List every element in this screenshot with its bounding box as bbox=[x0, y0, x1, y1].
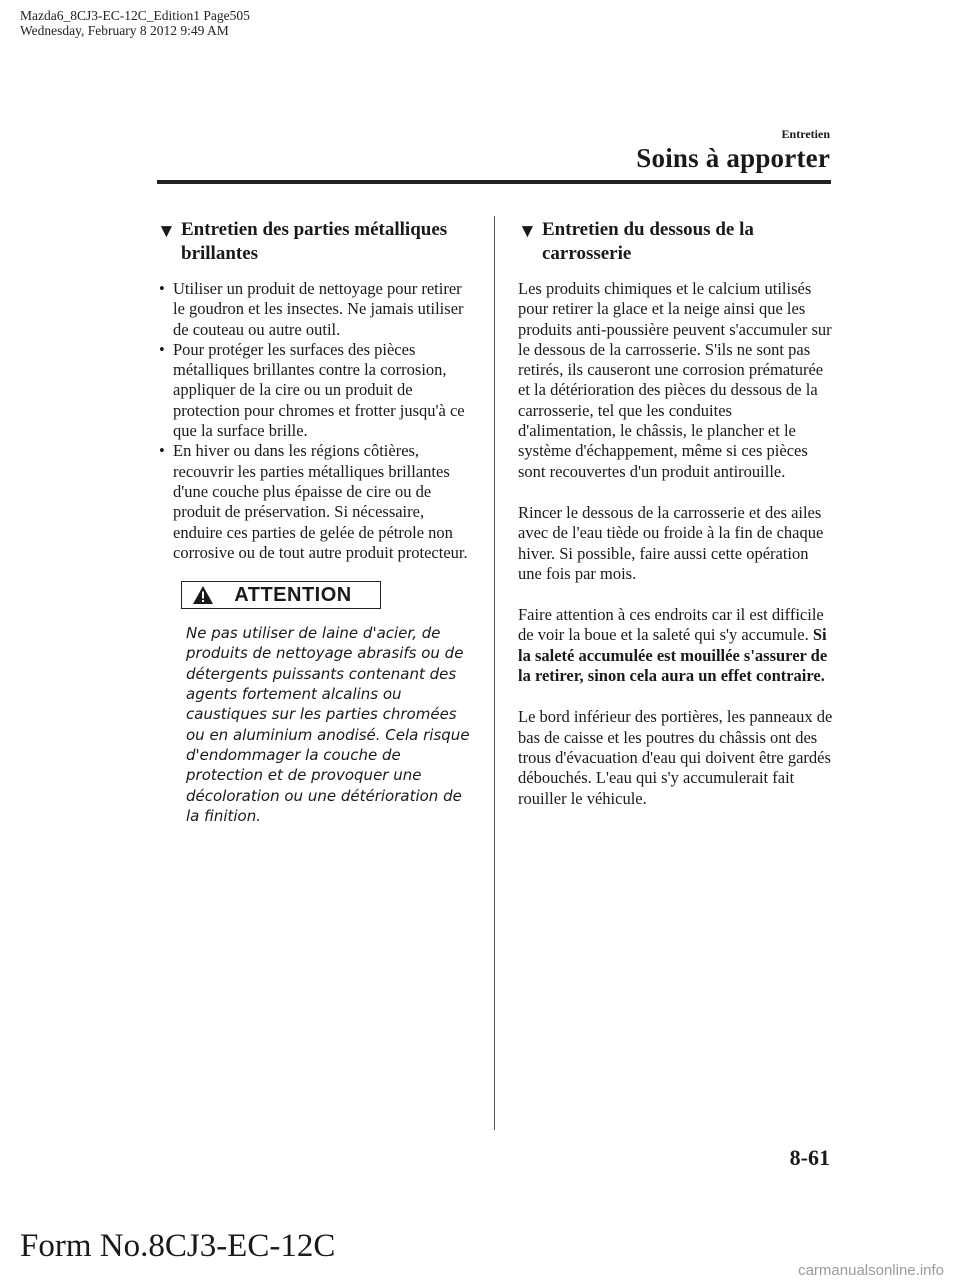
triangle-down-icon: ▼ bbox=[157, 221, 176, 242]
list-item-text: Utiliser un produit de nettoyage pour retirer le goudron et les insectes. Ne jamais utiliser de couteau ou autre outil. bbox=[173, 279, 464, 339]
right-heading-text: Entretien du dessous de la carrosserie bbox=[542, 219, 754, 264]
bullet-dot-icon: • bbox=[159, 339, 165, 359]
right-column bbox=[518, 218, 833, 830]
attention-label: ATTENTION bbox=[234, 583, 352, 606]
bullet-list bbox=[157, 279, 475, 563]
paragraph: Le bord inférieur des portières, les panneaux de bas de caisse et les poutres du châssis ont des trous d'évacuation d'eau qui doivent être gardés débouchés. L'eau qui s'y accumulerait fait rouiller le véhicule. bbox=[518, 707, 833, 808]
page-number: 8-61 bbox=[789, 1145, 830, 1170]
bullet-dot-icon: • bbox=[159, 279, 165, 298]
right-heading bbox=[518, 218, 833, 266]
paragraph-bold-text: Si la saleté accumulée est mouillée s'assurer de la retirer, sinon cela aura un effet contraire. bbox=[518, 625, 828, 686]
list-item-text: Pour protéger les surfaces des pièces métalliques brillantes contre la corrosion, appliquer de la cire ou un produit de protection pour chromes et frotter jusqu'à ce que la surface brille. bbox=[173, 339, 465, 441]
print-info-line1: Mazda6_8CJ3-EC-12C_Edition1 Page505 bbox=[20, 8, 250, 23]
paragraph-text: Faire attention à ces endroits car il est difficile de voir la boue et la saleté qui s'y accumule. bbox=[518, 605, 824, 645]
print-info bbox=[20, 8, 250, 38]
list-item bbox=[157, 441, 475, 563]
paragraph bbox=[518, 605, 833, 686]
section-label: Entretien bbox=[781, 127, 830, 141]
attention-text: Ne pas utiliser de laine d'acier, de produits de nettoyage abrasifs ou de détergents puissants contenant des agents fortement alcalins ou caustiques sur les parties chromées ou en aluminium anodisé. Cela risque d'endommager la couche de protection et de provoquer une décoloration ou une détérioration de la finition. bbox=[186, 624, 470, 825]
header-rule bbox=[157, 180, 831, 184]
left-column bbox=[157, 218, 475, 826]
form-number: Form No.8CJ3-EC-12C bbox=[20, 1228, 336, 1264]
page-title: Soins à apporter bbox=[636, 143, 830, 173]
left-heading-text: Entretien des parties métalliques brillantes bbox=[181, 219, 448, 264]
warning-triangle-icon bbox=[192, 585, 214, 605]
bullet-dot-icon: • bbox=[159, 441, 165, 461]
paragraph: Les produits chimiques et le calcium utilisés pour retirer la glace et la neige ainsi que les produits anti-poussière peuvent s'accumuler sur le dessous de la carrosserie. S'ils ne sont pas retirés, ils causeront une corrosion prématurée et la détérioration des pièces du dessous de la carrosserie, tel que les conduites d'alimentation, le châssis, le plancher et le système d'échappement, même si ces pièces sont recouvertes d'un produit antirouille. bbox=[518, 279, 832, 481]
column-divider bbox=[494, 216, 495, 1130]
triangle-down-icon: ▼ bbox=[518, 221, 537, 242]
list-item bbox=[157, 279, 475, 340]
list-item bbox=[157, 340, 475, 441]
list-item-text: En hiver ou dans les régions côtières, recouvrir les parties métalliques brillantes d'une couche plus épaisse de cire ou de produit de préservation. Si nécessaire, enduire ces parties de gelée de pétrole non corrosive ou de tout autre produit protecteur. bbox=[173, 441, 468, 562]
left-heading bbox=[157, 218, 475, 266]
attention-box bbox=[181, 581, 381, 609]
paragraph: Rincer le dessous de la carrosserie et des ailes avec de l'eau tiède ou froide à la fin de chaque hiver. Si possible, faire aussi cette opération une fois par mois. bbox=[518, 502, 824, 583]
print-info-line2: Wednesday, February 8 2012 9:49 AM bbox=[20, 23, 229, 38]
watermark: carmanualsonline.info bbox=[798, 1262, 944, 1279]
